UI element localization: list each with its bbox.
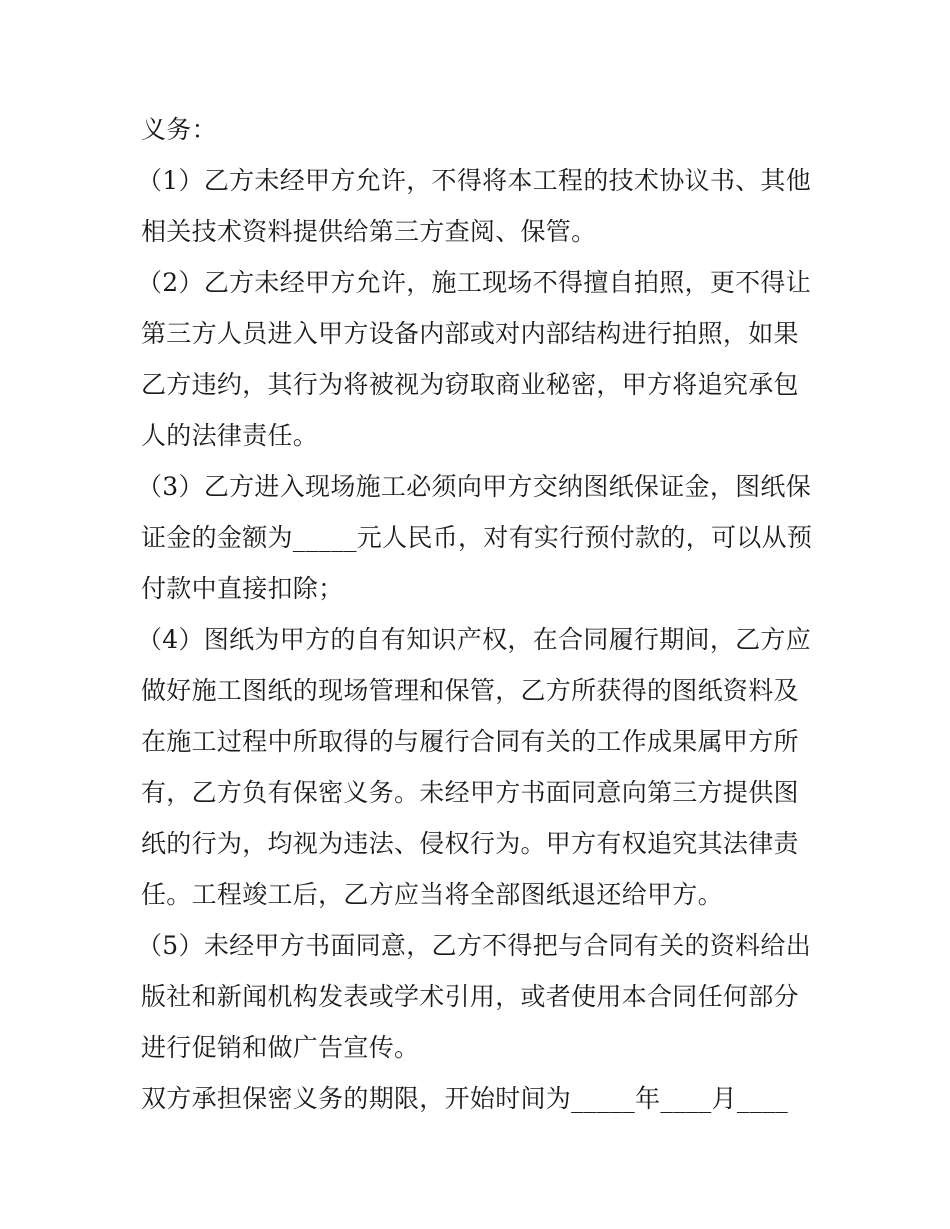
- clause-2-text: 乙方未经甲方允许，施工现场不得擅自拍照，更不得让第三方人员进入甲方设备内部或对内部结构进行拍照，如果乙方违约，其行为将被视为窃取商业秘密，甲方将追究承包人的法律责任。: [141, 268, 812, 450]
- clause-4: [137, 614, 821, 920]
- clause-1-text: 乙方未经甲方允许，不得将本工程的技术协议书、其他相关技术资料提供给第三方查阅、保管。: [141, 166, 812, 246]
- clause-5-text: 未经甲方书面同意，乙方不得把与合同有关的资料给出版社和新闻机构发表或学术引用，或者使用本合同任何部分进行促销和做广告宣传。: [141, 931, 812, 1062]
- clause-1-label: （1）: [137, 166, 204, 195]
- clause-3-text: 乙方进入现场施工必须向甲方交纳图纸保证金，图纸保证金的金额为_____元人民币，对有实行预付款的，可以从预付款中直接扣除；: [141, 472, 813, 603]
- clause-4-text: 图纸为甲方的自有知识产权，在合同履行期间，乙方应做好施工图纸的现场管理和保管，乙方所获得的图纸资料及在施工过程中所取得的与履行合同有关的工作成果属甲方所有，乙方负有保密义务。未经甲方书面同意向第三方提供图纸的行为，均视为违法、侵权行为。甲方有权追究其法律责任。工程竣工后，乙方应当将全部图纸退还给甲方。: [141, 625, 812, 909]
- lead-text: 义务：: [141, 115, 217, 144]
- clause-5-label: （5）: [137, 931, 204, 960]
- document-body: [137, 104, 821, 1124]
- clause-2-label: （2）: [137, 268, 204, 297]
- clause-3: [137, 461, 821, 614]
- clause-5: [137, 920, 821, 1073]
- clause-3-label: （3）: [137, 472, 204, 501]
- clause-4-label: （4）: [137, 625, 204, 654]
- closing-text: 双方承担保密义务的期限，开始时间为_____年____月____: [141, 1084, 789, 1113]
- clause-2: [137, 257, 821, 461]
- clause-1: [137, 155, 821, 257]
